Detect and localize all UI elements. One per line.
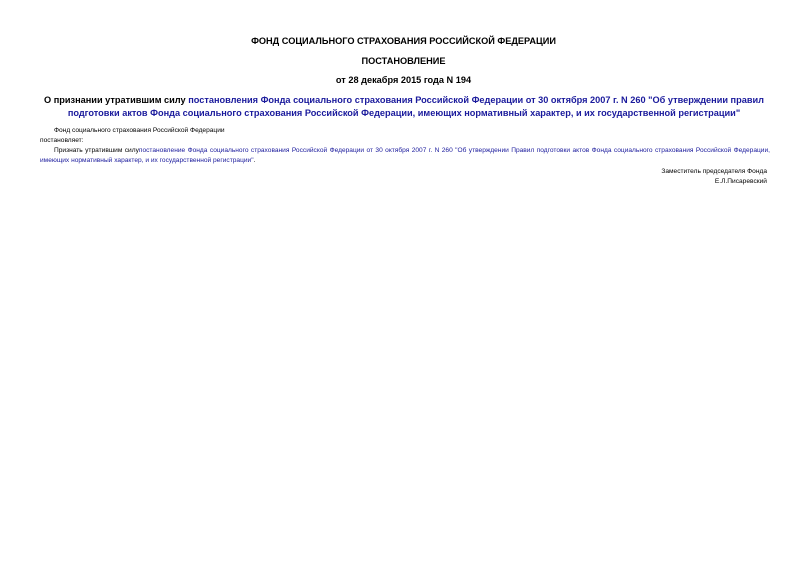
body-resolves-line: постановляет: <box>40 137 84 144</box>
document-type-heading: ПОСТАНОВЛЕНИЕ <box>361 56 446 66</box>
subject-prefix: О признании утратившим силу <box>44 95 189 105</box>
document-date-line: от 28 декабря 2015 года N 194 <box>335 75 472 85</box>
organization-heading: ФОНД СОЦИАЛЬНОГО СТРАХОВАНИЯ РОССИЙСКОЙ ФЕДЕРАЦИИ <box>251 36 556 46</box>
main-suffix: . <box>253 157 256 164</box>
signature-title: Заместитель председателя Фонда <box>661 168 767 175</box>
signature-name: Е.Л.Писаревский <box>714 178 767 185</box>
main-link[interactable]: постановление Фонда социального страхования Российской Федерации от 30 октября 2007 г. N 260 "Об утверждении Правил подготовки актов Фонда социального страхования Российской Федерации, имеющих нормативный характер, и их государственной регистрации" <box>40 147 770 164</box>
body-main-paragraph <box>40 146 770 166</box>
body-organization-line: Фонд социального страхования Российской Федерации <box>54 127 225 134</box>
subject-link[interactable]: постановления Фонда социального страхования Российской Федерации от 30 октября 2007 г. N 260 "Об утверждении правил подготовки актов Фонда социального страхования Российской Федерации, имеющих нормативный характер, и их государственной регистрации" <box>67 95 764 118</box>
document-subject <box>42 94 766 119</box>
main-prefix: Признать утратившим силу <box>54 147 139 154</box>
